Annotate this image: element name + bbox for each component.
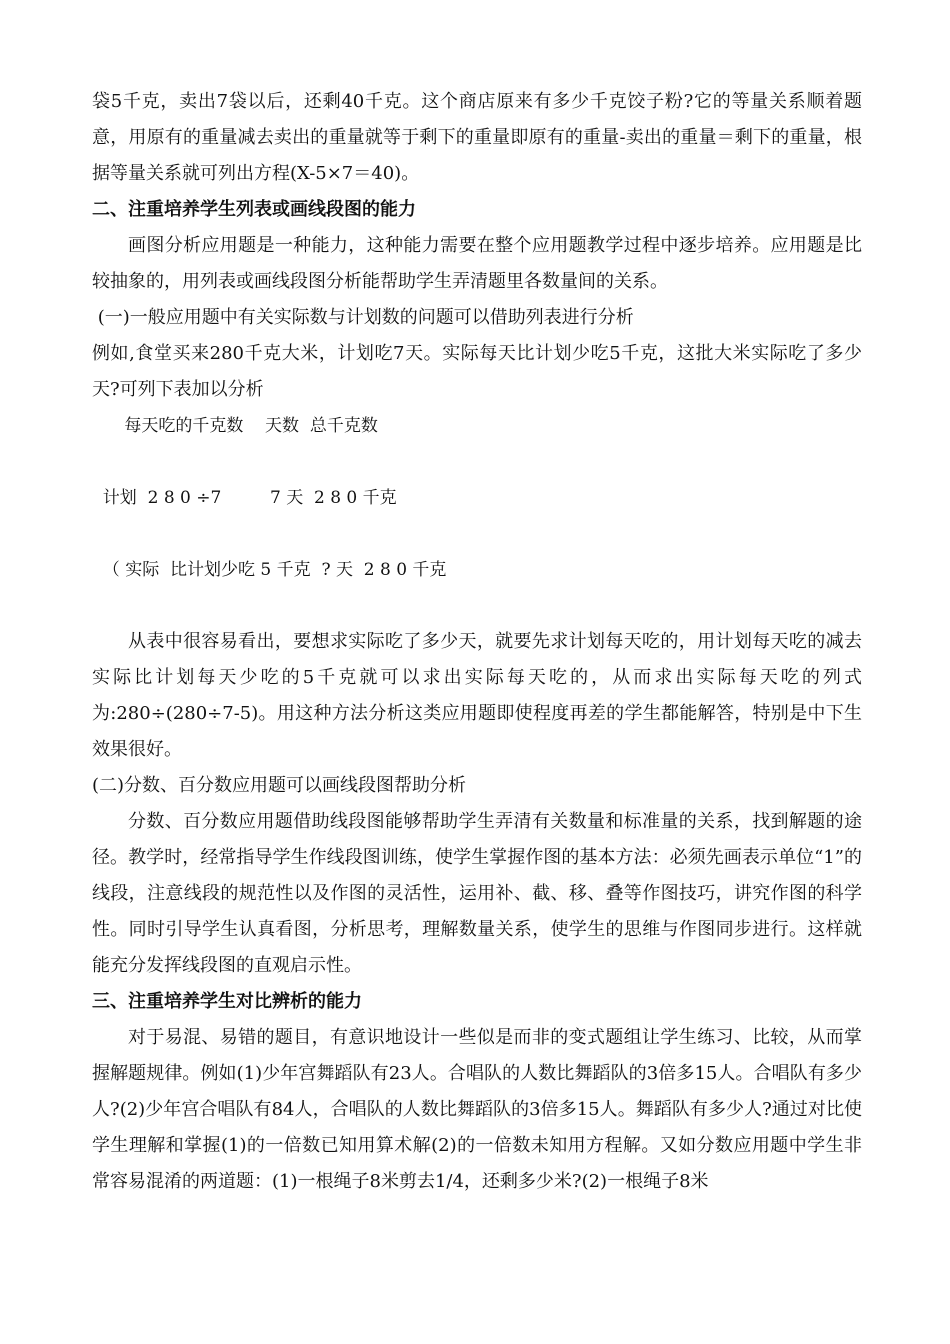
- paragraph-subsection-2: 分数、百分数应用题借助线段图能够帮助学生弄清有关数量和标准量的关系，找到解题的途径。教学时，经常指导学生作线段图训练，使学生掌握作图的基本方法：必须先画表示单位“1”的线段，注意线段的规范性以及作图的灵活性，运用补、截、移、叠等作图技巧，讲究作图的科学性。同时引导学生认真看图，分析思考，理解数量关系，使学生的思维与作图同步进行。这样就能充分发挥线段图的直观启示性。: [92, 811, 862, 976]
- section-heading-2: 二、注重培养学生列表或画线段图的能力: [92, 199, 416, 220]
- paragraph-table-analysis: 从表中很容易看出，要想求实际吃了多少天，就要先求计划每天吃的，用计划每天吃的减去实际比计划每天少吃的5千克就可以求出实际每天吃的，从而求出实际每天吃的列式为:280÷(280÷7-5)。用这种方法分析这类应用题即使程度再差的学生都能解答，特别是中下生效果很好。: [92, 631, 862, 760]
- table-row-actual: （ 实际 比计划少吃 5 千克 ? 天 2 8 0 千克: [92, 560, 447, 580]
- spacer: [92, 588, 862, 624]
- paragraph-intro: 袋5千克，卖出7袋以后，还剩40千克。这个商店原来有多少千克饺子粉?它的等量关系顺着题意，用原有的重量减去卖出的重量就等于剩下的重量即原有的重量-卖出的重量＝剩下的重量，根据等量关系就可列出方程(X-5×7＝40)。: [92, 91, 862, 184]
- paragraph-section-2: 画图分析应用题是一种能力，这种能力需要在整个应用题教学过程中逐步培养。应用题是比较抽象的，用列表或画线段图分析能帮助学生弄清题里各数量间的关系。: [92, 235, 862, 292]
- subsection-heading-1: (一)一般应用题中有关实际数与计划数的问题可以借助列表进行分析: [92, 307, 634, 328]
- paragraph-section-3: 对于易混、易错的题目，有意识地设计一些似是而非的变式题组让学生练习、比较，从而掌握解题规律。例如(1)少年宫舞蹈队有23人。合唱队的人数比舞蹈队的3倍多15人。合唱队有多少人?(2)少年宫合唱队有84人，合唱队的人数比舞蹈队的3倍多15人。舞蹈队有多少人?通过对比使学生理解和掌握(1)的一倍数已知用算术解(2)的一倍数未知用方程解。又如分数应用题中学生非常容易混淆的两道题：(1)一根绳子8米剪去1/4，还剩多少米?(2)一根绳子8米: [92, 1027, 862, 1192]
- paragraph-example: 例如,食堂买来280千克大米，计划吃7天。实际每天比计划少吃5千克，这批大米实际吃了多少天?可列下表加以分析: [92, 343, 862, 400]
- subsection-heading-2: (二)分数、百分数应用题可以画线段图帮助分析: [92, 775, 467, 796]
- table-header: 每天吃的千克数 天数 总千克数: [92, 416, 378, 436]
- spacer: [92, 516, 862, 552]
- spacer: [92, 444, 862, 480]
- section-heading-3: 三、注重培养学生对比辨析的能力: [92, 991, 362, 1012]
- table-row-plan: 计划 2 8 0 ÷7 7 天 2 8 0 千克: [92, 488, 397, 508]
- document-page: [92, 84, 862, 1200]
